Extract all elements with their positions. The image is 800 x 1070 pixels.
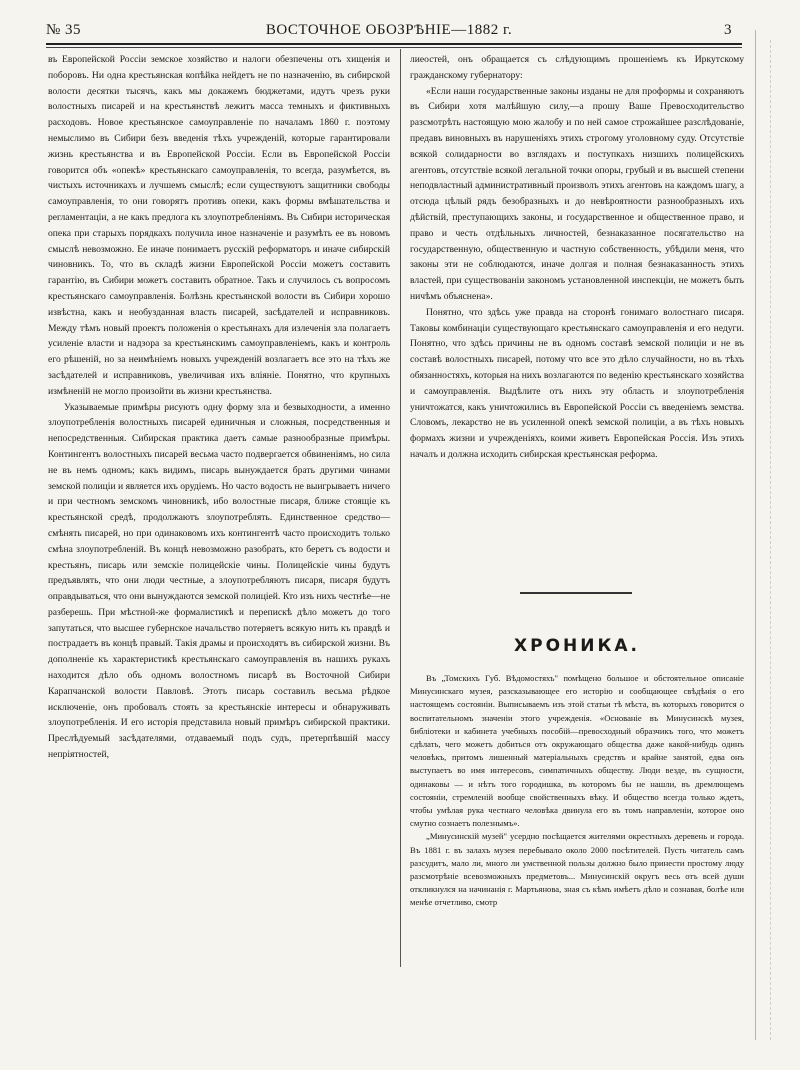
chronicle-paragraph-1: Въ „Томскихъ Губ. Вѣдомостяхъ" помѣщено большое и обстоятельное описаніе Минусинскаго музея, разсказывающее его исторію и сообщающее свѣдѣнія о его настоящемъ состояніи. Выписываемъ изъ этой статьи тѣ мѣста, въ которыхъ говорится о воспитательномъ значеніи этого учрежденія. «Основаніе въ Минусинскѣ музея, библіотеки и кабинета учебныхъ пособій—превосходный образчикъ того, что можетъ сдѣлать, чего можетъ добиться отъ окружающаго общества даже какой-нибудь одинъ человѣкъ, притомъ лишенный матеріальныхъ средствъ и крайне занятой, едва онъ выступаетъ во имя интересовъ, симпатичныхъ обществу. Люди везде, въ сущности, одинаковы — и нѣтъ того городишка, въ которомъ бы не нашли, въ дремлющемъ состояніи, стремленій вообще свойственныхъ вѣку. И общество всегда только ждетъ, чтобы умѣлая рука честнаго человѣка двинула его въ томъ направленіи, которое оно смутно сознаетъ полезнымъ». xyxy=(410,673,744,829)
right-paragraph-1: лиеостей, онъ обращается съ слѣдующимъ прошеніемъ къ Иркутскому гражданскому губернатору: xyxy=(410,54,744,81)
header-rule xyxy=(46,43,742,45)
page-number: 3 xyxy=(724,22,732,38)
header-rule-thin xyxy=(46,47,742,48)
page-fold-shadow xyxy=(770,40,771,1040)
left-column xyxy=(48,52,390,964)
right-column xyxy=(410,52,744,557)
chronicle-paragraph-2: „Минусинскій музей" усердно посѣщается жителями окрестныхъ деревень и города. Въ 1881 г. въ залахъ музея перебывало около 2000 посѣтителей. Пусть читатель самъ разсудитъ, мало ли, много ли умственной пользы должно было принести простому люду разсмотрѣніе всевозможныхъ предметовъ... Минусинскій округъ весь отъ всей души откликнулся на начинанія г. Мартьянова, зная съ кѣмъ имѣетъ дѣло и сознавая, болѣе или менѣе отчетливо, смотр xyxy=(410,831,744,908)
issue-number: № 35 xyxy=(46,22,82,38)
chronicle-heading: ХРОНИКА. xyxy=(514,636,640,656)
page-fold xyxy=(755,30,756,1040)
left-paragraph-2: Указываемые примѣры рисуютъ одну форму зла и безвыходности, а именно злоупотребленія волостныхъ писарей единичныя и сложныя, посредственныя и непосредственныя. Сибирская практика даетъ самые разнообразные примѣры. Контингентъ волостныхъ писарей весьма часто подвергается обвиненіямъ, но сила не въ немъ одномъ; какъ видимъ, писарь вынуждается брать другими чинами земской полиціи и является ихъ орудіемъ. Но часто водость не выигрываетъ ничего и при честномъ земскомъ чиновникѣ, ибо волостные писаря, ближе стоящіе къ крестьянской средѣ, продолжаютъ злоупотреблять. Единственное средство—смѣнять писарей, но при одинаковомъ ихъ контингентѣ часто происходитъ только смѣна злоупотребленій. Въ концѣ невозможно разобрать, кто беретъ съ водости и крестьянъ, писарь или земскіе полицейскіе чины. Полицейскіе чины будутъ предъявлять, что они люди честные, а злоупотребляютъ писаря, писаря будутъ оправдываться, что они вынуждаются земской полиціей. Кто изъ нихъ честнѣе—не разберешь. При мѣстной-же формалистикѣ и перепискѣ дѣло можетъ до того запутаться, что высшее губернское начальство потеряетъ всякую нить къ правдѣ и пострадаетъ въ концѣ правый. Такія драмы и происходятъ въ сибирской жизни. Въ дополненіе къ характеристикѣ крестьянскаго самоуправленія въ нашихъ рукахъ находится дѣло объ одномъ волостномъ писарѣ въ Восточной Сибири Карапчанской волости Павловѣ. Этотъ писарь составилъ весьма рѣдкое исключеніе, онъ пробовалъ стоять за крестьянскіе интересы и обнаруживать злоупотребленія. И его исторія представила новый примѣръ сибирской практики. Преслѣдуемый засѣдателями, отдаваемый подъ судъ, претерпѣвшій массу непріятностей, xyxy=(48,401,390,761)
newspaper-title: ВОСТОЧНОЕ ОБОЗРѢНІЕ—1882 г. xyxy=(265,22,513,38)
left-paragraph-1: въ Европейской Россіи земское хозяйство и налоги обезпечены отъ хищенія и поборовъ. Ни одна крестьянская копѣйка нейдетъ не по назначенію, въ сибирской волости десятки тысячъ, какъ мы докажемъ бюджетами, идутъ чрезъ руки волостныхъ писарей и на крестьянствѣ лежитъ масса темныхъ и фиктивныхъ расходовъ. Новое крестьянское самоуправленіе по началамъ 1860 г. поэтому немыслимо въ Сибири безъ введенія тѣхъ учрежденій, которые гарантировали жизнь крестьянства и въ Европейской Россіи. Если въ Европейской Россіи говорится объ «опекѣ» крестьянскаго самоуправленія, то всегда, разумѣется, въ чистыхъ источникахъ и лучшемъ смыслѣ; если существуютъ защитники свободы самоуправленія, то они говорятъ противъ опеки, какъ формы вмѣшательства и регламентаціи, а не какъ предлога къ злоупотребленіямъ. Въ Сибири историческая опека при старыхъ порядкахъ получила иное назначеніе и разумѣть ее въ новомъ смыслѣ невозможно. Ее иначе понимаетъ русскій реформаторъ и иначе сибирскій чиновникъ. То, что въ складѣ жизни Европейской Россіи можетъ составить гарантію, въ Сибири можетъ составить обратное. Такъ и случилось съ вопросомъ крестьянскаго самоуправленія. Болѣзнь крестьянской волости въ Сибири хорошо извѣстна, какъ и необузданная власть писарей, засѣдателей и исправниковъ. Между тѣмъ новый проектъ положенія о крестьянахъ для излеченія зла полагаетъ усиленіе власти и надзора за крестьянскимъ самоуправленіемъ, какъ и контроль его рѣшеній, но за неимѣніемъ новыхъ учрежденій возлагаетъ все это на тѣхъ же засѣдателей и исправниковъ, увеличивая ихъ вліяніе. Понятно, что крупныхъ измѣненій не могло произойти въ жизни крестьянства. xyxy=(48,54,390,397)
page-header xyxy=(46,22,732,42)
column-divider xyxy=(400,49,401,967)
right-paragraph-3: Понятно, что здѣсь уже правда на сторонѣ гонимаго волостнаго писаря. Таковы комбинаціи существующаго крестьянскаго самоуправленія и его недуги. Понятно, что здѣсь причины не въ одномъ составѣ земской полиціи и не въ составѣ волостныхъ писарей, потому что все это дѣло случайности, но въ тѣхъ обязанностяхъ, которыя на нихъ возлагаются по веденію крестьянскаго хозяйства и самоуправленія. Выдѣлите отъ нихъ эту область и злоупотребленія уничтожатся, какъ уничтожились въ Европейской Россіи съ введеніемъ земства. Словомъ, лекарство не въ усиленной опекѣ земской полиціи, а въ тѣхъ новыхъ формахъ жизни и учрежденіяхъ, коими живетъ Европейская Россія. Изъ этихъ началъ и должна исходить сибирская крестьянская реформа. xyxy=(410,306,744,460)
chronicle-column xyxy=(410,672,744,964)
section-separator xyxy=(520,592,632,594)
right-paragraph-2: «Если наши государственные законы изданы не для проформы и сохраняютъ въ Сибири хотя малѣйшую силу,—а прошу Ваше Превосходительство разсмотрѣть настоящую мою жалобу и по ней самое строжайшее разслѣдованіе, предавъ виновныхъ въ нарушеніяхъ этихъ строгому уголовному суду. Отсутствіе всякой солидарности во взглядахъ и поступкахъ низшихъ полицейскихъ агентовъ, отсутствіе всякой легальной точки опоры, грубый и въ высшей степени неподвластный административный произволъ этихъ агентовъ на каждомъ шагу, а отсюда цѣлый рядъ безобразныхъ и до невѣроятности разнообразныхъ ихъ дѣйствій, преступающихъ законы, и государственное и общественное право, и право и честь отдѣльныхъ личностей, безнаказанное посягательство на государственную, общественную и частную собственность, убѣдили меня, что законы эти не соблюдаются, иначе долгая и полная безнаказанность этихъ властей, при существованіи закономъ установленной инспекціи, не можетъ быть ничѣмъ объяснена». xyxy=(410,85,744,302)
